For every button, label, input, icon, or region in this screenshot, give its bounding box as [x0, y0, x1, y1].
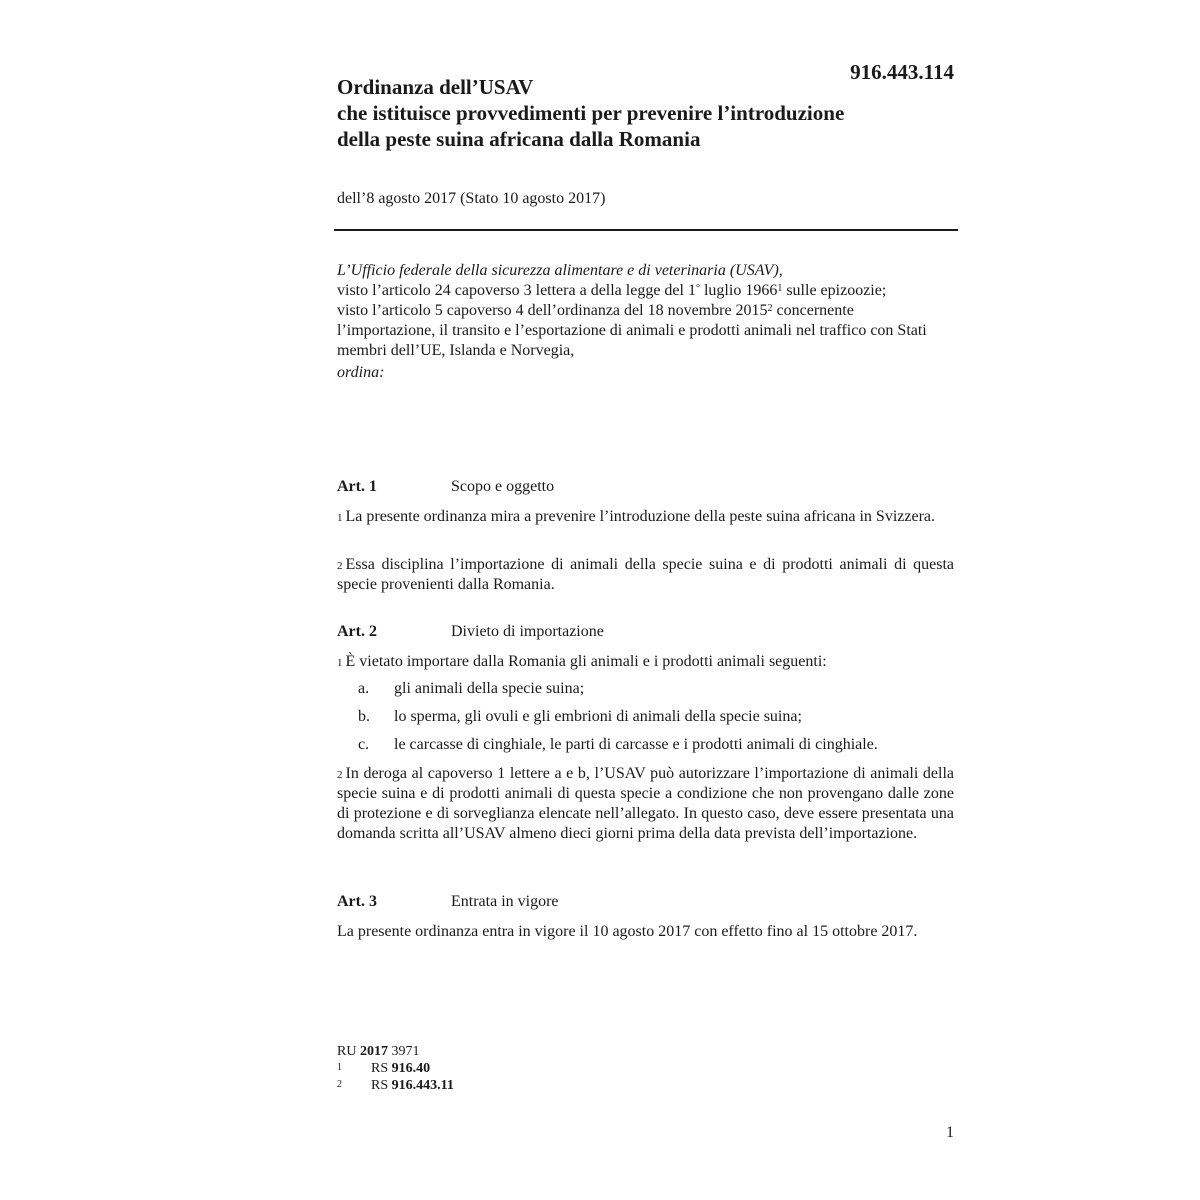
- list-letter: c.: [358, 736, 370, 753]
- paragraph-number: 2: [337, 769, 343, 781]
- paragraph-number: 2: [337, 560, 343, 572]
- list-text: gli animali della specie suina;: [394, 680, 585, 697]
- article-heading: [337, 893, 954, 911]
- article-heading: [337, 478, 954, 496]
- paragraph-text: È vietato importare dalla Romania gli animali e i prodotti animali seguenti:: [345, 653, 827, 670]
- list-item: [358, 708, 802, 726]
- list-item: [358, 736, 878, 754]
- basis-text: sulle epizoozie;: [782, 282, 887, 299]
- paragraph-text: In deroga al capoverso 1 lettere a e b, l’USAV può autorizzare l’importazione di animali della specie suina e di prodotti animali di questa specie a condizione che non provengano dalle zone di protezione e di sorveglianza elencate nell’allegato. In questo caso, deve essere presentata una domanda scritta all’USAV almeno dieci giorni prima della data prevista dell’importazione.: [337, 765, 954, 842]
- basis-text: luglio 1966: [699, 282, 778, 299]
- list-item: [358, 680, 584, 698]
- ru-reference: [337, 1043, 454, 1060]
- article-paragraph: [337, 652, 954, 672]
- document-title: [337, 74, 977, 152]
- date-line: dell’8 agosto 2017 (Stato 10 agosto 2017): [337, 190, 606, 207]
- article-title: Scopo e oggetto: [451, 478, 555, 495]
- header-divider: [334, 229, 958, 231]
- degree-superscript: °: [695, 283, 700, 294]
- footnotes: [337, 1043, 454, 1094]
- title-line: che istituisce provvedimenti per prevenire l’introduzione: [337, 101, 845, 125]
- basis-text: visto l’articolo 24 capoverso 3 lettera a della legge del 1: [337, 282, 696, 299]
- ru-year: 2017: [359, 1044, 388, 1059]
- paragraph-text: La presente ordinanza mira a prevenire l’introduzione della peste suina africana in Svizzera.: [345, 508, 935, 525]
- preamble: [337, 261, 954, 383]
- ru-page: 3971: [387, 1044, 420, 1059]
- footnote-ref-link[interactable]: 916.40: [391, 1061, 431, 1076]
- article-paragraph: [337, 764, 954, 844]
- article-number: Art. 1: [337, 478, 377, 495]
- basis-text: concernente l’importazione, il transito e l’esportazione di animali e prodotti animali nel traffico con Stati membri dell’UE, Islanda e Norvegia,: [337, 302, 927, 359]
- article-number: Art. 2: [337, 623, 377, 640]
- footnote-number: 1: [337, 1062, 342, 1073]
- title-line: Ordinanza dell’USAV: [337, 75, 534, 99]
- list-text: le carcasse di cinghiale, le parti di carcasse e i prodotti animali di cinghiale.: [394, 736, 878, 753]
- paragraph-number: 1: [337, 512, 343, 524]
- footnote-number: 2: [337, 1079, 342, 1090]
- paragraph-text: Essa disciplina l’importazione di animali della specie suina e di prodotti animali di questa specie provenienti dalla Romania.: [337, 556, 954, 593]
- title-line: della peste suina africana dalla Romania: [337, 127, 701, 151]
- article-number: Art. 3: [337, 893, 377, 910]
- basis-text: visto l’articolo 5 capoverso 4 dell’ordinanza del 18 novembre 2015: [337, 302, 768, 319]
- page-number: 1: [946, 1124, 954, 1141]
- list-text: lo sperma, gli ovuli e gli embrioni di animali della specie suina;: [394, 708, 802, 725]
- footnote-ref[interactable]: 1: [777, 283, 783, 294]
- footnote-prefix: RS: [371, 1078, 392, 1093]
- preamble-authority: L’Ufficio federale della sicurezza alimentare e di veterinaria (USAV),: [337, 262, 783, 279]
- footnote-ref[interactable]: 2: [767, 303, 773, 314]
- article-title: Divieto di importazione: [451, 623, 604, 640]
- paragraph-text: La presente ordinanza entra in vigore il 10 agosto 2017 con effetto fino al 15 ottobre 2017.: [337, 923, 918, 940]
- footnote: [337, 1077, 454, 1094]
- article-paragraph: [337, 507, 954, 527]
- preamble-basis-2: [337, 301, 954, 361]
- preamble-basis-1: [337, 281, 954, 301]
- article-paragraph: [337, 922, 954, 942]
- article-title: Entrata in vigore: [451, 893, 559, 910]
- article-heading: [337, 623, 954, 641]
- article-paragraph: [337, 555, 954, 595]
- list-letter: b.: [358, 708, 370, 725]
- paragraph-number: 1: [337, 657, 343, 669]
- footnote-ref-link[interactable]: 916.443.11: [391, 1078, 454, 1093]
- footnote: [337, 1060, 454, 1077]
- footnote-prefix: RS: [371, 1061, 392, 1076]
- list-letter: a.: [358, 680, 370, 697]
- ru-prefix: RU: [337, 1044, 360, 1059]
- sr-number: 916.443.114: [850, 60, 954, 84]
- preamble-enacting: ordina:: [337, 364, 385, 381]
